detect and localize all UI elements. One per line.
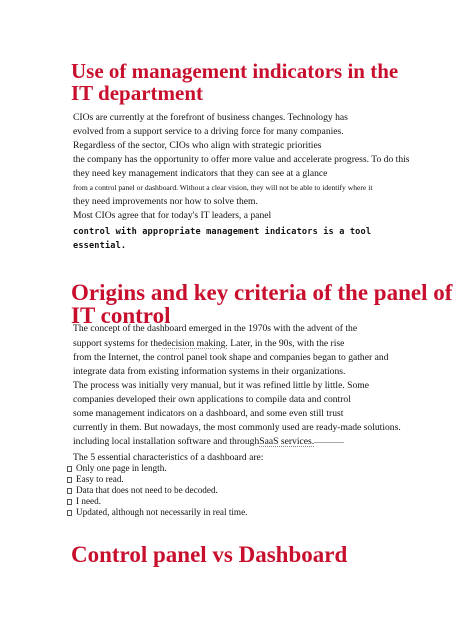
list-item <box>67 474 124 485</box>
list-item-text: Only one page in length. <box>76 463 167 473</box>
section2-title-line1: Origins and key criteria of the panel of <box>71 280 453 305</box>
saas-services-link[interactable]: SaaS services. <box>259 436 315 447</box>
trailing-rule <box>314 442 344 443</box>
section2-paragraph-line: from the Internet, the control panel took shape and companies began to gather and <box>73 352 389 363</box>
list-item <box>67 485 218 496</box>
section1-paragraph-line: Regardless of the sector, CIOs who align with strategic priorities <box>73 140 322 151</box>
list-item-text: I need. <box>76 496 101 506</box>
section2-paragraph-line: companies developed their own applications to compile data and control <box>73 394 351 405</box>
bullet-box-icon <box>67 477 72 483</box>
section2-title-line2: IT control <box>71 303 171 328</box>
section1-paragraph-line: they need improvements nor how to solve them. <box>73 196 258 207</box>
list-item-text: Easy to read. <box>76 474 124 484</box>
section1-paragraph-line: evolved from a support service to a driving force for many companies. <box>73 126 344 137</box>
section1-paragraph-line: the company has the opportunity to offer more value and accelerate progress. To do this <box>73 154 410 165</box>
section3-title: Control panel vs Dashboard <box>71 542 348 567</box>
section1-paragraph-line: CIOs are currently at the forefront of business changes. Technology has <box>73 112 348 123</box>
section2-paragraph-line: The concept of the dashboard emerged in the 1970s with the advent of the <box>73 323 358 334</box>
section1-bold-line: control with appropriate management indicators is a tool <box>73 227 372 237</box>
bullet-box-icon <box>67 488 72 494</box>
section2-paragraph-line: The process was initially very manual, but it was refined little by little. Some <box>73 380 370 391</box>
section1-paragraph-line: from a control panel or dashboard. Without a clear vision, they will not be able to identify where it <box>73 183 373 192</box>
list-item <box>67 463 167 474</box>
section1-paragraph-line: Most CIOs agree that for today's IT leaders, a panel <box>73 210 272 221</box>
bullet-box-icon <box>67 510 72 516</box>
list-item <box>67 507 247 518</box>
list-item-text: Updated, although not necessarily in real time. <box>76 507 248 517</box>
section2-paragraph-line: currently in them. But nowadays, the most commonly used are ready-made solutions. <box>73 422 401 433</box>
section2-paragraph-line: integrate data from existing information systems in their organizations. <box>73 366 346 377</box>
bullet-box-icon <box>67 499 72 505</box>
list-item <box>67 496 101 507</box>
section2-line2-prefix: support systems for the <box>73 338 163 349</box>
section1-title-line2: IT department <box>71 81 204 105</box>
section1-title-line1: Use of management indicators in the <box>71 59 399 83</box>
list-item-text: Data that does not need to be decoded. <box>76 485 218 495</box>
section2-paragraph-line <box>73 436 344 448</box>
bullet-box-icon <box>67 466 72 472</box>
decision-making-link[interactable]: decision making. <box>162 338 228 349</box>
section1-paragraph-line: they need key management indicators that they can see at a glance <box>73 168 328 179</box>
section2-paragraph-line <box>73 338 344 350</box>
section2-last-line-prefix: including local installation software and through <box>73 436 260 447</box>
section2-line2-suffix: Later, in the 90s, with the rise <box>227 338 345 349</box>
characteristics-intro: The 5 essential characteristics of a dashboard are: <box>73 452 264 463</box>
section1-bold-line: essential. <box>73 241 127 251</box>
section2-paragraph-line: some management indicators on a dashboard, and some even still trust <box>73 408 344 419</box>
